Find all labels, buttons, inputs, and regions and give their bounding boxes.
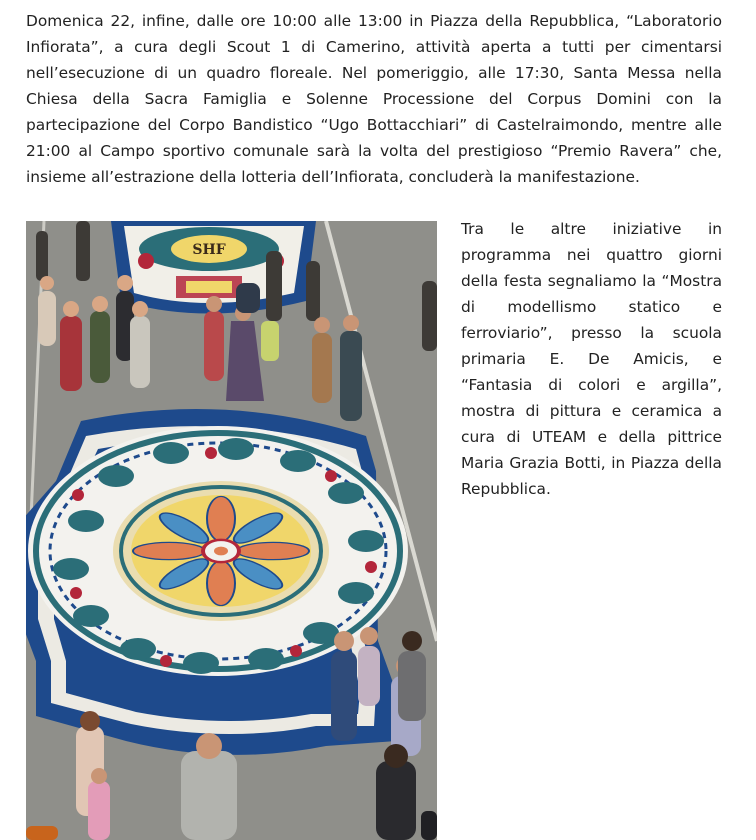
article-paragraph-side: Tra le altre iniziative in programma nei quattro giorni della festa segnaliamo la “Mostra di modellismo statico e ferroviario”, presso la scuola primaria E. De Amicis, e “Fantasia di colori e argilla”, mostra di pittura e ceramica a cura di UTEAM e della pittrice Maria Grazia Botti, in Piazza della Repubblica.	[461, 220, 722, 498]
emblem-text: SHF	[192, 242, 226, 258]
article-paragraph-top: Domenica 22, infine, dalle ore 10:00 alle 13:00 in Piazza della Repubblica, “Laboratorio Infiorata”, a cura degli Scout 1 di Camerino, attività aperta a tutti per cimentarsi nell’esecuzione di un quadro floreale. Nel pomeriggio, alle 17:30, Santa Messa nella Chiesa della Sacra Famiglia e Solenne Processione del Corpus Domini con la partecipazione del Corpo Bandistico “Ugo Bottacchiari” di Castelraimondo, mentre alle 21:00 al Campo sportivo comunale sarà la volta del prestigioso “Premio Ravera” che, insieme all’estrazione della lotteria dell’Infiorata, concluderà la manifestazione.	[26, 12, 722, 186]
infiorata-photo	[26, 221, 437, 840]
